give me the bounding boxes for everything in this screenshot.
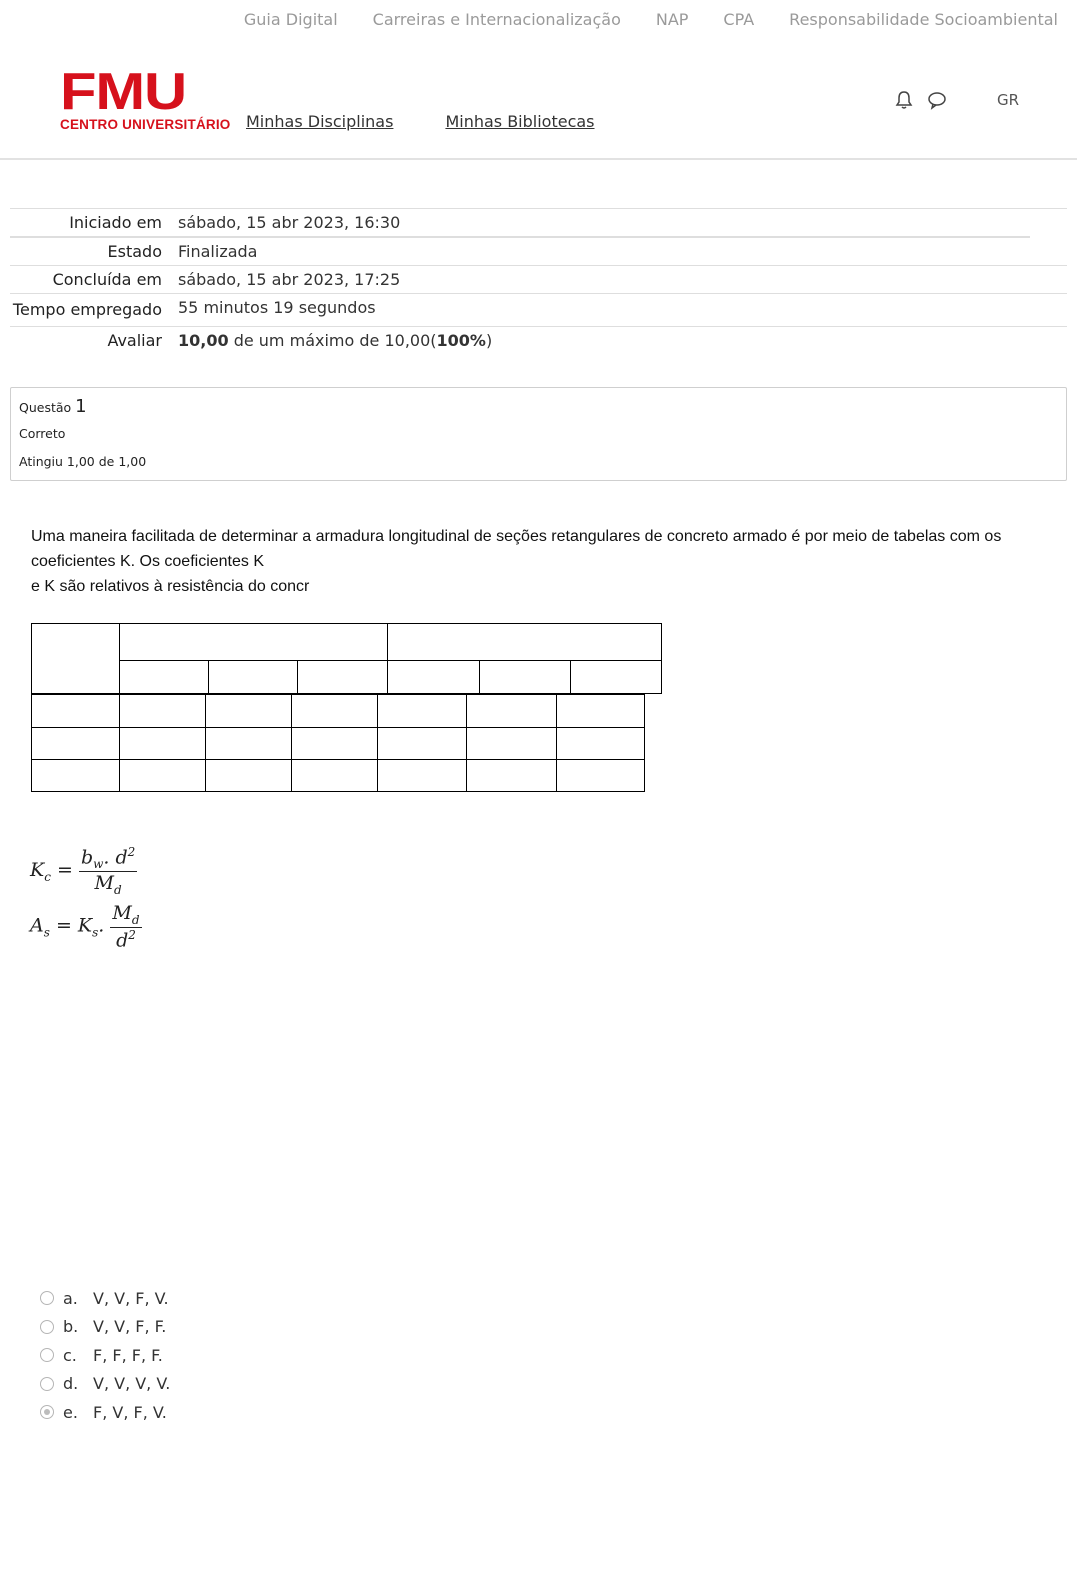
table-cell <box>32 728 120 760</box>
formula-ks-symbol: K <box>77 914 93 937</box>
formula-kc-symbol: K <box>30 858 45 881</box>
table-cell <box>206 728 292 760</box>
question-text-line: coeficientes K. Os coeficientes K <box>31 553 264 570</box>
table-cell <box>292 728 378 760</box>
table-cell <box>467 760 557 792</box>
nav-minhas-disciplinas[interactable]: Minhas Disciplinas <box>246 112 394 131</box>
table-row <box>32 760 645 792</box>
answer-letter: b. <box>63 1317 79 1337</box>
topnav-responsabilidade[interactable]: Responsabilidade Socioambiental <box>789 10 1058 29</box>
summary-label: Avaliar <box>107 331 162 350</box>
summary-value: sábado, 15 abr 2023, 16:30 <box>178 213 401 232</box>
summary-row <box>10 293 1067 326</box>
table-row <box>32 728 645 760</box>
table-cell <box>292 695 378 728</box>
summary-label: Tempo empregado <box>12 300 162 319</box>
table-cell <box>120 728 206 760</box>
coefficient-table-header <box>31 623 662 694</box>
question-number: 1 <box>75 396 87 417</box>
table-cell <box>209 661 298 694</box>
answer-text: F, V, F, V. <box>93 1402 167 1422</box>
question-text-line: e K são relativos à resistência do concr <box>31 578 310 595</box>
header-divider <box>0 158 1077 160</box>
formula-ks-sub: s <box>92 925 99 940</box>
question-title <box>19 396 87 417</box>
answer-text: V, V, F, V. <box>93 1288 169 1308</box>
logo-subtitle: CENTRO UNIVERSITÁRIO <box>60 117 231 132</box>
question-grade: Atingiu 1,00 de 1,00 <box>19 454 147 469</box>
question-text <box>31 524 1031 599</box>
answer-option-b[interactable] <box>40 1313 170 1342</box>
table-cell <box>388 661 480 694</box>
formula-kc-sub: c <box>44 869 51 884</box>
table-cell <box>120 760 206 792</box>
fraction-denominator: $d^2$ <box>116 927 136 952</box>
formula-as: $A_s = K_s$. $\frac{M_d}{d^2}$ <box>30 902 140 952</box>
answer-text: V, V, V, V. <box>93 1374 171 1394</box>
table-cell <box>206 695 292 728</box>
question-title-label: Questão <box>19 400 72 415</box>
answer-option-e[interactable] <box>40 1398 170 1427</box>
fraction-numerator: $b_w$. $d^2$ <box>80 845 136 872</box>
answer-option-d[interactable] <box>40 1370 170 1399</box>
topnav-cpa[interactable]: CPA <box>723 10 755 29</box>
answer-letter: c. <box>63 1345 77 1365</box>
summary-label: Concluída em <box>52 270 162 289</box>
equals-sign: = <box>56 858 73 881</box>
top-utility-nav <box>244 10 1058 29</box>
bell-icon[interactable] <box>895 90 913 110</box>
table-cell <box>206 760 292 792</box>
summary-row <box>10 208 1067 236</box>
topnav-guia-digital[interactable]: Guia Digital <box>243 10 338 29</box>
coefficient-table-body <box>31 694 645 792</box>
fmu-logo[interactable] <box>60 63 231 132</box>
summary-value: Finalizada <box>178 242 258 261</box>
radio-button-selected[interactable] <box>40 1405 54 1419</box>
table-cell <box>32 695 120 728</box>
grade-value <box>178 331 1067 350</box>
fraction-numerator: $M_d$ <box>112 902 140 927</box>
topnav-carreiras[interactable]: Carreiras e Internacionalização <box>372 10 621 29</box>
table-cell <box>120 695 206 728</box>
summary-label: Iniciado em <box>69 213 162 232</box>
summary-row-grade <box>10 326 1067 354</box>
grade-close: ) <box>485 331 493 350</box>
table-cell <box>378 760 467 792</box>
answer-letter: d. <box>63 1374 79 1394</box>
grade-middle: de um máximo de 10,00( <box>233 331 437 350</box>
attempt-summary <box>10 208 1067 354</box>
formula-as-symbol: A <box>30 914 44 937</box>
user-avatar-initials[interactable]: GR <box>996 91 1019 109</box>
formula-as-sub: s <box>43 925 50 940</box>
grade-percent: 100% <box>436 331 486 350</box>
table-cell <box>480 661 571 694</box>
fraction <box>110 902 141 951</box>
table-cell <box>557 728 645 760</box>
question-info-box <box>10 387 1067 481</box>
summary-value: 55 minutos 19 segundos <box>178 298 376 317</box>
radio-button[interactable] <box>40 1291 54 1305</box>
table-row <box>32 695 645 728</box>
summary-label: Estado <box>107 242 162 261</box>
answer-option-c[interactable] <box>40 1341 170 1370</box>
table-cell <box>378 695 467 728</box>
radio-button[interactable] <box>40 1377 54 1391</box>
equals-sign: = <box>55 914 72 937</box>
table-cell <box>120 661 209 694</box>
table-cell <box>571 661 662 694</box>
topnav-nap[interactable]: NAP <box>655 10 689 29</box>
answer-letter: e. <box>63 1402 78 1422</box>
answer-letter: a. <box>63 1288 78 1308</box>
summary-row <box>10 265 1067 293</box>
table-cell <box>557 760 645 792</box>
fraction <box>79 845 137 897</box>
logo-brand: FMU <box>60 63 187 121</box>
fraction-denominator: $M_d$ <box>94 872 122 897</box>
table-cell <box>120 624 388 661</box>
answer-option-a[interactable] <box>40 1284 170 1313</box>
chat-icon[interactable] <box>927 90 947 110</box>
table-cell <box>467 728 557 760</box>
answer-text: F, F, F, F. <box>93 1345 163 1365</box>
header-icons <box>895 90 1019 110</box>
radio-button[interactable] <box>40 1348 54 1362</box>
table-cell <box>557 695 645 728</box>
summary-value: sábado, 15 abr 2023, 17:25 <box>178 270 401 289</box>
table-cell <box>32 760 120 792</box>
question-status: Correto <box>19 426 66 441</box>
answer-options <box>40 1284 170 1427</box>
question-text-line: Uma maneira facilitada de determinar a armadura longitudinal de seções retangulares de concreto armado é por meio de tabelas com os <box>31 528 1002 545</box>
formula-kc <box>30 845 137 897</box>
table-cell <box>388 624 662 661</box>
answer-text: V, V, F, F. <box>93 1317 167 1337</box>
nav-minhas-bibliotecas[interactable]: Minhas Bibliotecas <box>445 112 595 131</box>
main-nav <box>246 112 595 131</box>
table-cell <box>467 695 557 728</box>
table-cell <box>292 760 378 792</box>
table-cell <box>378 728 467 760</box>
grade-score: 10,00 <box>178 331 229 350</box>
table-cell <box>298 661 388 694</box>
summary-row <box>10 236 1030 265</box>
radio-button[interactable] <box>40 1320 54 1334</box>
table-cell <box>32 624 120 694</box>
